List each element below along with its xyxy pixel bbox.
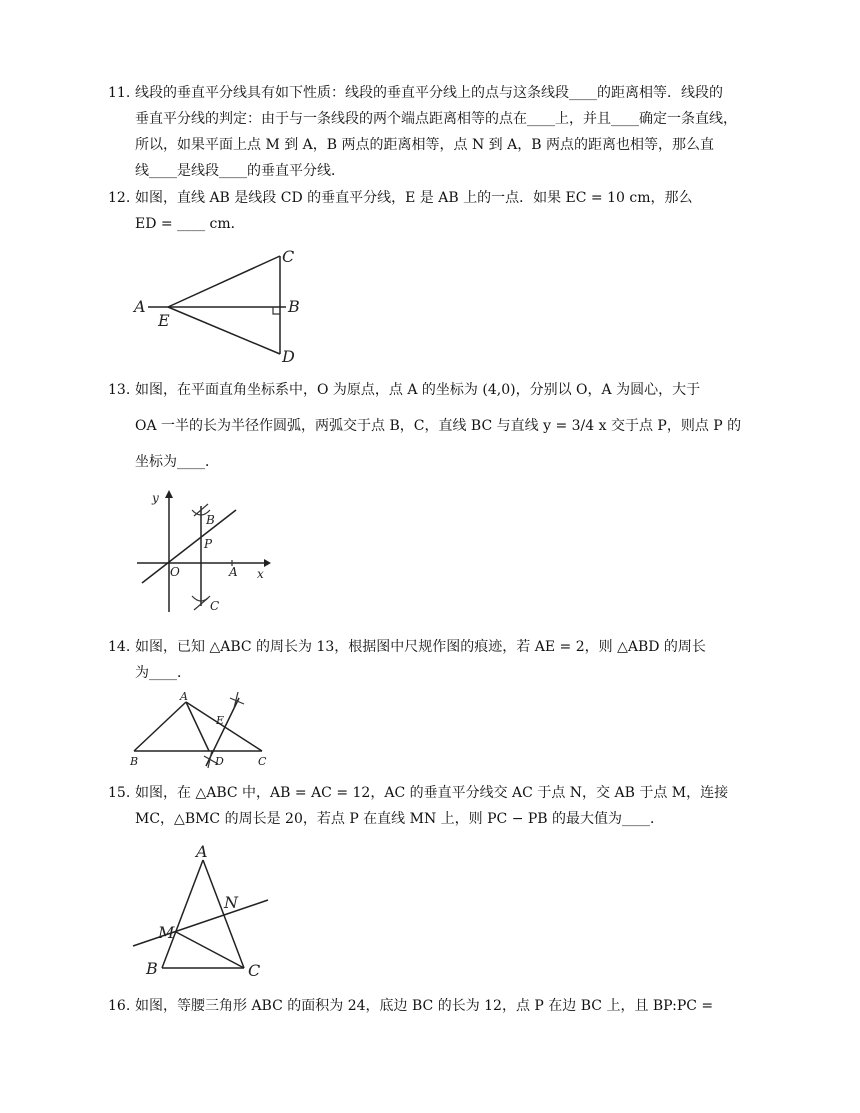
point-label: C: [210, 599, 220, 613]
point-label: A: [196, 842, 208, 861]
question-line: 所以，如果平面上点 M 到 A，B 两点的距离相等，点 N 到 A，B 两点的距离也相等，那么直: [135, 137, 714, 153]
question-13: [108, 372, 768, 480]
point-label: O: [170, 565, 180, 579]
question-line: 垂直平分线的判定：由于与一条线段的两个端点距离相等的点在____上，并且____确定一条直线，: [135, 111, 737, 127]
point-label: A: [180, 690, 188, 703]
axis-label: x: [257, 567, 264, 581]
point-label: E: [158, 311, 170, 330]
question-line: 如图，在平面直角坐标系中，O 为原点，点 A 的坐标为 (4,0)，分别以 O，A 为圆心，大于: [135, 382, 701, 398]
point-label: B: [206, 513, 215, 527]
question-line: 为____．: [135, 665, 191, 681]
point-label: C: [258, 755, 267, 768]
point-label: C: [248, 961, 261, 980]
figure-q12: [128, 246, 308, 368]
question-line: 线段的垂直平分线具有如下性质：线段的垂直平分线上的点与这条线段____的距离相等．线段的: [135, 85, 723, 101]
question-number: 16.: [108, 998, 131, 1014]
question-line: 坐标为____．: [135, 454, 219, 470]
point-label: B: [130, 755, 139, 768]
point-label: D: [215, 755, 224, 768]
figure-q13: [132, 488, 272, 618]
question-number: 15.: [108, 785, 131, 801]
question-line: 如图，已知 △ABC 的周长为 13，根据图中尺规作图的痕迹，若 AE = 2，则 △ABD 的周长: [135, 639, 706, 655]
question-line: MC，△BMC 的周长是 20，若点 P 在直线 MN 上，则 PC − PB 的最大值为____．: [135, 811, 665, 827]
question-15: [108, 780, 768, 832]
question-line: ED = ____ cm．: [135, 216, 245, 232]
question-number: 11.: [108, 85, 131, 101]
point-label: D: [282, 347, 295, 366]
question-line: 线____是线段____的垂直平分线．: [135, 163, 345, 179]
point-label: M: [158, 923, 175, 942]
point-label: P: [204, 537, 213, 551]
question-line: 如图，直线 AB 是线段 CD 的垂直平分线，E 是 AB 上的一点．如果 EC = 10 cm，那么: [135, 190, 693, 206]
point-label: A: [229, 565, 238, 579]
question-12: [108, 185, 768, 237]
question-11: [108, 80, 768, 184]
point-label: C: [282, 247, 295, 266]
point-label: B: [146, 959, 158, 978]
question-14: [108, 634, 768, 686]
figure-q15: [128, 840, 278, 980]
point-label: N: [224, 893, 238, 912]
point-label: E: [216, 714, 225, 727]
question-line: 如图，等腰三角形 ABC 的面积为 24，底边 BC 的长为 12，点 P 在边 BC 上，且 BP:PC =: [135, 998, 714, 1014]
point-label: A: [134, 297, 146, 316]
question-line: OA 一半的长为半径作圆弧，两弧交于点 B，C，直线 BC 与直线 y = 3/4 x 交于点 P，则点 P 的: [135, 418, 742, 434]
point-label: B: [288, 297, 300, 316]
question-number: 14.: [108, 639, 131, 655]
axis-label: y: [152, 491, 159, 505]
question-number: 12.: [108, 190, 131, 206]
question-line: 如图，在 △ABC 中，AB = AC = 12，AC 的垂直平分线交 AC 于点 N，交 AB 于点 M，连接: [135, 785, 729, 801]
question-16: [108, 993, 768, 1019]
question-number: 13.: [108, 382, 131, 398]
figure-q14: [126, 690, 276, 770]
